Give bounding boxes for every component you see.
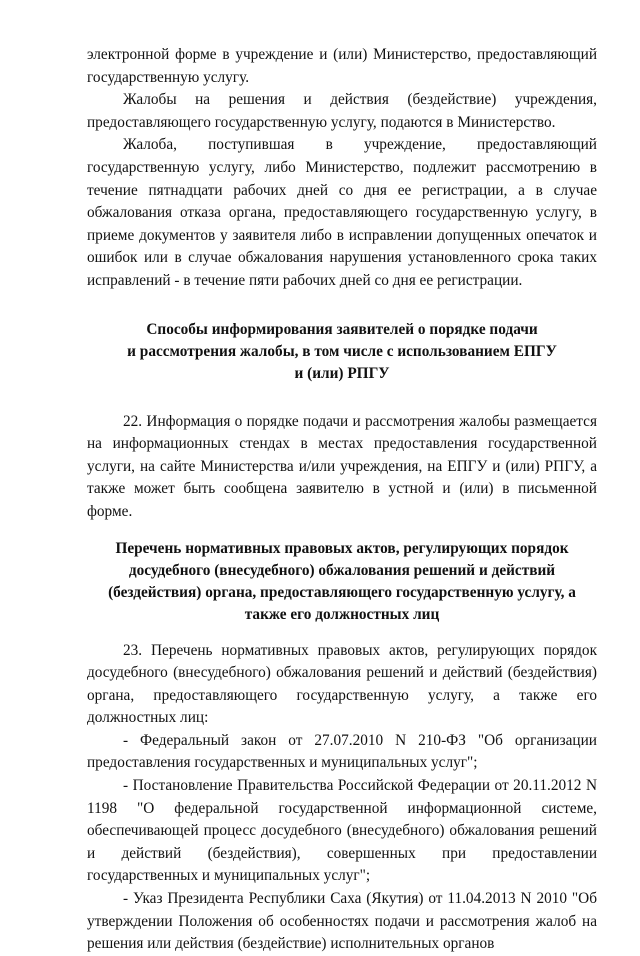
paragraph-complaints-to-ministry: Жалобы на решения и действия (бездействие) учреждения, предоставляющего государственную услугу, подаются в Министерство. xyxy=(87,91,597,131)
section-heading-legal-acts: Перечень нормативных правовых актов, регулирующих порядок досудебного (внесудебного) обжалования решений и действий (бездействия) органа, предоставляющего государственную услугу, а также его должностных лиц xyxy=(108,539,576,623)
list-item-presidential-decree: - Указ Президента Республики Саха (Якутия) от 11.04.2013 N 2010 "Об утверждении Положения об особенностях подачи и рассмотрения жалоб на решения или действия (бездействие) исполнительных органов xyxy=(87,890,597,953)
list-item-government-resolution: - Постановление Правительства Российской Федерации от 20.11.2012 N 1198 "О федеральной государственной информационной системе, обеспечивающей процесс досудебного (внесудебного) обжалования решений и действий (бездействия), совершенных при предоставлении государственных и муниципальных услуг"; xyxy=(87,777,597,885)
section-heading-informing-methods: Способы информирования заявителей о порядке подачи и рассмотрения жалобы, в том числе с использованием ЕПГУ и (или) РПГУ xyxy=(127,320,557,382)
paragraph-22: 22. Информация о порядке подачи и рассмотрения жалобы размещается на информационных стендах в местах предоставления государственной услуги, на сайте Министерства и/или учреждения, на ЕПГУ и (или) РПГУ, а также может быть сообщена заявителю в устной и (или) в письменной форме. xyxy=(87,412,597,520)
list-item-federal-law: - Федеральный закон от 27.07.2010 N 210-ФЗ "Об организации предоставления государственных и муниципальных услуг"; xyxy=(87,731,597,772)
document-page xyxy=(87,44,597,956)
paragraph-complaint-review-period: Жалоба, поступившая в учреждение, предоставляющий государственную услугу, либо Министерство, подлежит рассмотрению в течение пятнадцати рабочих дней со дня ее регистрации, а в случае обжалования отказа органа, предоставляющего государственную услугу, в приеме документов у заявителя либо в исправлении допущенных опечаток и ошибок или в случае обжалования нарушения установленного срока таких исправлений - в течение пяти рабочих дней со дня ее регистрации. xyxy=(87,136,597,289)
paragraph-continuation: электронной форме в учреждение и (или) Министерство, предоставляющий государственную услугу. xyxy=(87,46,597,86)
paragraph-23: 23. Перечень нормативных правовых актов, регулирующих порядок досудебного (внесудебного) обжалования решений и действий (бездействия) органа, предоставляющего государственную услугу, а также его должностных лиц: xyxy=(87,641,597,727)
